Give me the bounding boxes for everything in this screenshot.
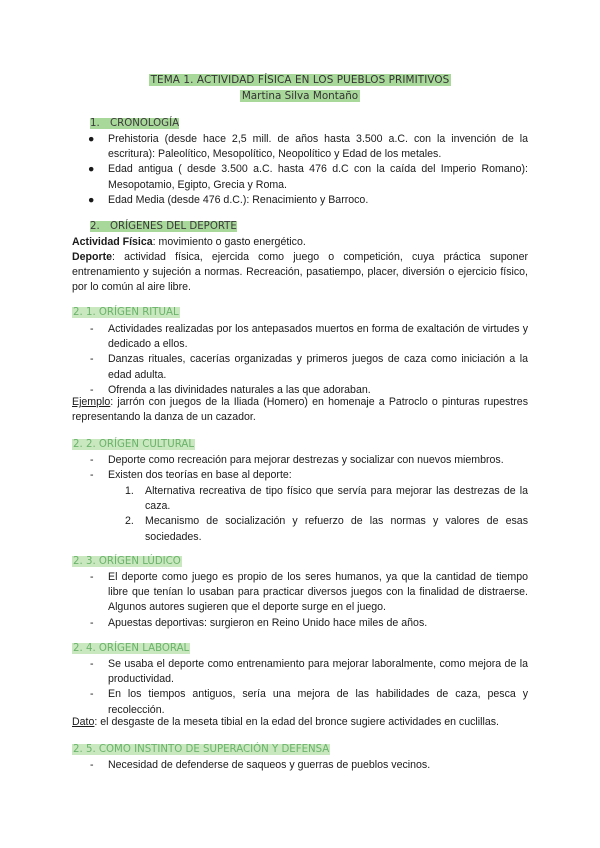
list-item: - Deporte como recreación para mejorar destrezas y socializar con nuevos miembros. [108,453,528,468]
definition-sport: Deporte: actividad física, ejercida como juego o competición, cuya práctica suponer entrenamiento y sujeción a normas. Recreación, pasatiempo, placer, diversión o ejercicio físico, por lo común al aire libre. [72,251,528,294]
definition-physical-activity: Actividad Física: movimiento o gasto energético. [72,236,306,248]
data-label: Dato [72,716,95,728]
list-item: - Se usaba el deporte como entrenamiento para mejorar laboralmente, como mejora de la productividad. [90,658,528,686]
dash-icon: - [90,759,94,771]
list-item: ● Prehistoria (desde hace 2,5 mill. de años hasta 3.500 a.C. con la invención de la escritura): Paleolítico, Mesopolítico, Neopolítico y Edad de los metales. [88,133,528,161]
subsection-2-5-heading: 2. 5. COMO INSTINTO DE SUPERACIÓN Y DEFENSA [73,744,330,755]
list-item: - Actividades realizadas por los antepasados muertos en forma de exaltación de virtudes y dedicado a ellos. [90,323,528,351]
subsection-2-2-heading: 2. 2. ORÍGEN CULTURAL [73,439,195,450]
section-2-heading [90,219,546,234]
labor-list [90,657,528,718]
example-paragraph: Ejemplo: jarrón con juegos de la Iliada (Homero) en homenaje a Patroclo o pinturas rupestres representando la danza de un cazador. [72,396,528,424]
term-physical-activity: Actividad Física [72,236,153,248]
dash-icon: - [90,571,94,583]
bullet-icon: ● [88,163,95,176]
dash-icon: - [90,658,94,670]
list-item: 1. Alternativa recreativa de tipo físico que servía para mejorar las destrezas de la caza. [125,485,528,513]
list-item: - Ofrenda a las divinidades naturales a las que adoraban. [108,383,528,398]
list-item: ● Edad Media (desde 476 d.C.): Renacimiento y Barroco. [108,193,528,208]
bullet-icon: ● [88,133,95,145]
section-1-heading [90,116,546,131]
section-2-number: 2. [90,221,100,232]
subsection-2-3-heading: 2. 3. ORÍGEN LÚDICO [73,556,181,567]
subsection-2-4-heading: 2. 4. ORÍGEN LABORAL [73,643,190,654]
list-item: - Apuestas deportivas: surgieron en Reino Unido hace miles de años. [108,616,528,631]
title-block [0,72,600,104]
list-item: - El deporte como juego es propio de los seres humanos, ya que la cantidad de tiempo libre que tenían lo usaban para practicar diversos juegos con la finalidad de distraerse. Algunos autores sugieren que el deporte surge en el juego. [90,571,528,614]
bullet-icon: ● [88,193,95,206]
list-item: - Existen dos teorías en base al deporte: [108,468,528,483]
number-marker: 2. [125,515,134,528]
document-title: TEMA 1. ACTIVIDAD FÍSICA EN LOS PUEBLOS PRIMITIVOS [150,74,450,86]
ritual-list [90,322,528,398]
list-item: - Necesidad de defenderse de saqueos y guerras de pueblos vecinos. [108,758,528,773]
list-item: 2. Mecanismo de socialización y refuerzo de las normas y valores de esas sociedades. [125,515,528,543]
list-item: ● Edad antigua ( desde 3.500 a.C. hasta 476 d.C con la caída del Imperio Romano): Mesopotamio, Egipto, Grecia y Roma. [88,163,528,191]
dash-icon: - [90,383,94,396]
list-item: - Danzas rituales, cacerías organizadas y primeros juegos de caza como iniciación a la edad adulta. [90,353,528,381]
section-1-title: CRONOLOGÍA [110,118,180,129]
dash-icon: - [90,688,94,701]
dash-icon: - [90,469,94,482]
dash-icon: - [90,353,94,366]
section-2-title: ORÍGENES DEL DEPORTE [110,221,237,232]
dash-icon: - [90,323,94,335]
list-item: - En los tiempos antiguos, sería una mejora de las habilidades de caza, pesca y recolección. [90,688,528,716]
defense-list [90,758,528,773]
example-label: Ejemplo [72,396,111,408]
dash-icon: - [90,616,94,629]
section-1-number: 1. [90,118,100,129]
subsection-2-1-heading: 2. 1. ORÍGEN RITUAL [73,307,179,318]
term-sport: Deporte [72,251,113,263]
chronology-list [88,132,528,208]
document-author: Martina Silva Montaño [241,90,359,102]
number-marker: 1. [125,485,134,497]
theories-list [125,484,528,545]
dash-icon: - [90,454,94,466]
cultural-list [90,453,528,483]
data-paragraph: Dato: el desgaste de la meseta tibial en la edad del bronce sugiere actividades en cuclillas. [72,716,499,728]
ludic-list [90,570,528,631]
